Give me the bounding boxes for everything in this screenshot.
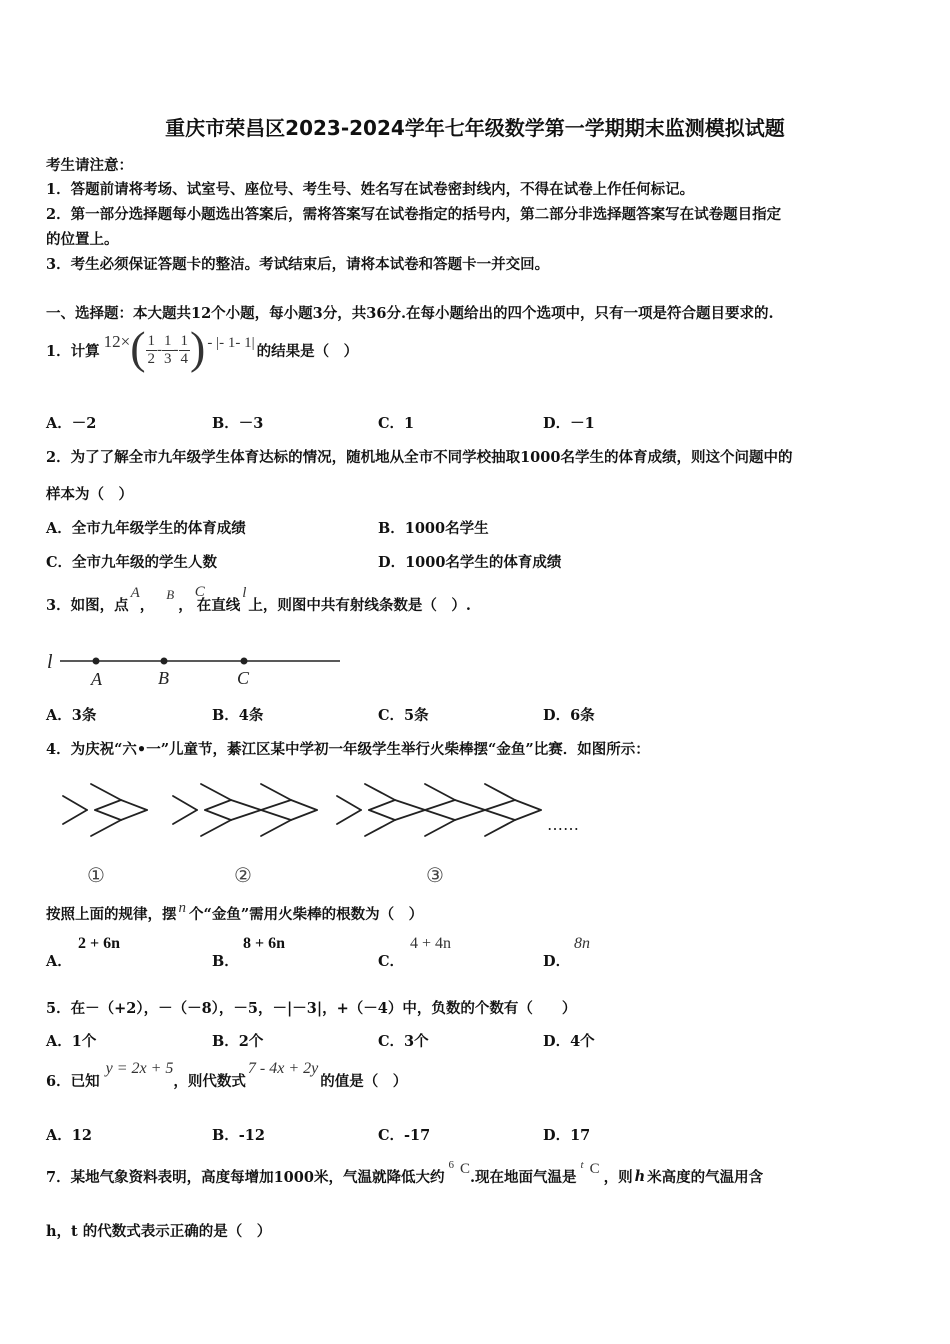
q1-lparen: ( [130, 322, 146, 373]
q3-comma: ， [139, 596, 155, 614]
q3-line-l: l [242, 584, 247, 601]
q3-text: 3．如图，点 [46, 596, 129, 614]
q6-option-b: B．-12 [212, 1127, 265, 1144]
q3-comma: ， [178, 596, 193, 614]
q3-fig-label-b: B [158, 668, 169, 688]
q6-text: ，则代数式 [173, 1072, 246, 1090]
q5-option-c: C．3个 [378, 1033, 429, 1050]
q3-text: 上，则图中共有射线条数是（ ）. [248, 596, 471, 614]
q1-frac: $\frac{1}{4}$ [180, 332, 189, 367]
q1-option-a: A．－2 [46, 415, 97, 432]
page-title: 重庆市荣昌区2023-2024学年七年级数学第一学期期末监测模拟试题 [165, 116, 785, 140]
notice-item: 的位置上。 [46, 231, 119, 248]
q2-option-d: D．1000名学生的体育成绩 [378, 554, 562, 571]
q4-option-c-expr: 4 + 4n [410, 935, 452, 952]
notice-heading: 考生请注意： [46, 157, 133, 174]
q1-option-b: B．－3 [212, 415, 264, 432]
q2-option-c: C．全市九年级的学生人数 [46, 554, 218, 571]
q6-text: 的值是（ ） [320, 1072, 408, 1090]
q7-celsius: C [459, 1160, 470, 1177]
q1-option-d: D．－1 [543, 415, 595, 432]
q2-option-a: A．全市九年级学生的体育成绩 [46, 520, 246, 537]
q1-rparen: ) [190, 322, 206, 373]
q4-option-a-expr: 2 + 6n [78, 935, 121, 952]
q5-option-d: D．4个 [543, 1033, 595, 1050]
q5-text: 5．在－（+2），－（－8），－5，－|－3|，+（－4）中，负数的个数有（ ） [46, 1000, 577, 1017]
q4-option-d-expr: 8n [574, 935, 590, 952]
section-heading: 一、选择题：本大题共12个小题，每小题3分，共36分.在每小题给出的四个选项中，只有一项是符合题目要求的. [46, 305, 774, 322]
q2-option-b: B．1000名学生 [378, 520, 489, 537]
notice-item: 1．答题前请将考场、试室号、座位号、考生号、姓名写在试卷密封线内，不得在试卷上作任何标记。 [46, 181, 695, 198]
q6-expr-1: y = 2x + 5 [105, 1060, 174, 1077]
q3-point-b: B [166, 587, 175, 602]
q7-degree-6: 6 [448, 1159, 454, 1171]
q4-rule [46, 898, 423, 928]
q3-line-figure [40, 645, 350, 693]
q7-text: 米高度的气温用含 [647, 1168, 764, 1186]
q4-rule-n: n [178, 899, 186, 916]
q4-option-b: B． [212, 953, 239, 970]
q3-point-c: C [194, 583, 205, 600]
notice-item: 3．考生必须保证答题卡的整洁。考试结束后，请将本试卷和答题卡一并交回。 [46, 256, 550, 273]
q4-rule-text: 个“金鱼”需用火柴棒的根数为（ ） [189, 905, 424, 923]
q4-option-d: D． [543, 953, 571, 970]
q6-expr-2: 7 - 4x + 2y [247, 1060, 319, 1077]
q1-minus: - [157, 341, 163, 358]
q2-text-cont: 样本为（ ） [46, 486, 133, 503]
q4-text: 4．为庆祝“六•一”儿童节，綦江区某中学初一年级学生举行火柴棒摆“金鱼”比赛．如图所示： [46, 741, 650, 758]
q7-var-h: h [634, 1167, 646, 1185]
q5-option-a: A．1个 [46, 1033, 97, 1050]
q1-minus: - [173, 341, 179, 358]
q7-celsius: C [589, 1160, 600, 1177]
q7-text-cont: h，t 的代数式表示正确的是（ ） [46, 1223, 272, 1240]
q4-rule-text: 按照上面的规律，摆 [46, 905, 177, 923]
q3-point-a: A [130, 584, 140, 601]
q1-frac: $\frac{1}{2}$ [147, 332, 156, 367]
q4-fig-label-3: ③ [426, 863, 444, 887]
q1-suffix: 的结果是（ ） [256, 342, 359, 360]
q2-text: 2．为了了解全市九年级学生体育达标的情况，随机地从全市不同学校抽取1000名学生的体育成绩，则这个问题中的 [46, 449, 793, 466]
q3-option-c: C．5条 [378, 707, 429, 724]
q6-text: 6．已知 [46, 1072, 100, 1090]
q1-frac: $\frac{1}{3}$ [164, 332, 172, 367]
q1-prefix: 1．计算 [46, 342, 100, 360]
q6-option-a: A．12 [46, 1127, 92, 1144]
q7-text: ，则 [603, 1168, 633, 1186]
q1-abs-part: - |- 1- 1| [207, 334, 255, 351]
q4-option-b-expr: 8 + 6n [243, 935, 286, 952]
q4-ellipsis: …… [547, 815, 579, 834]
q7-degree-t: t [580, 1159, 584, 1171]
question-6 [46, 1060, 407, 1100]
q3-text: 在直线 [196, 596, 241, 614]
q3-option-a: A．3条 [46, 707, 97, 724]
q3-fig-label-a: A [91, 669, 102, 689]
q6-option-d: D．17 [543, 1127, 591, 1144]
question-7 [46, 1156, 763, 1196]
q3-fig-label-c: C [237, 668, 250, 688]
question-3 [46, 584, 471, 624]
notice-item: 2．第一部分选择题每小题选出答案后，需将答案写在试卷指定的括号内，第二部分非选择题答案写在试卷题目指定 [46, 206, 782, 223]
q3-option-d: D．6条 [543, 707, 595, 724]
q1-option-c: C．1 [378, 415, 415, 432]
q6-option-c: C．-17 [378, 1127, 431, 1144]
q1-expr-lead: 12× [103, 332, 131, 351]
question-1 [46, 322, 359, 374]
q3-option-b: B．4条 [212, 707, 264, 724]
q4-option-a: A． [46, 953, 72, 970]
q4-fish-figure [55, 778, 595, 890]
q4-fig-label-1: ① [87, 863, 105, 887]
q7-text: .现在地面气温是 [469, 1168, 577, 1186]
q3-fig-label-l: l [47, 651, 53, 673]
q4-fig-label-2: ② [234, 863, 252, 887]
q7-text: 7．某地气象资料表明，高度每增加1000米，气温就降低大约 [46, 1168, 445, 1186]
q5-option-b: B．2个 [212, 1033, 264, 1050]
q4-option-c: C． [378, 953, 405, 970]
